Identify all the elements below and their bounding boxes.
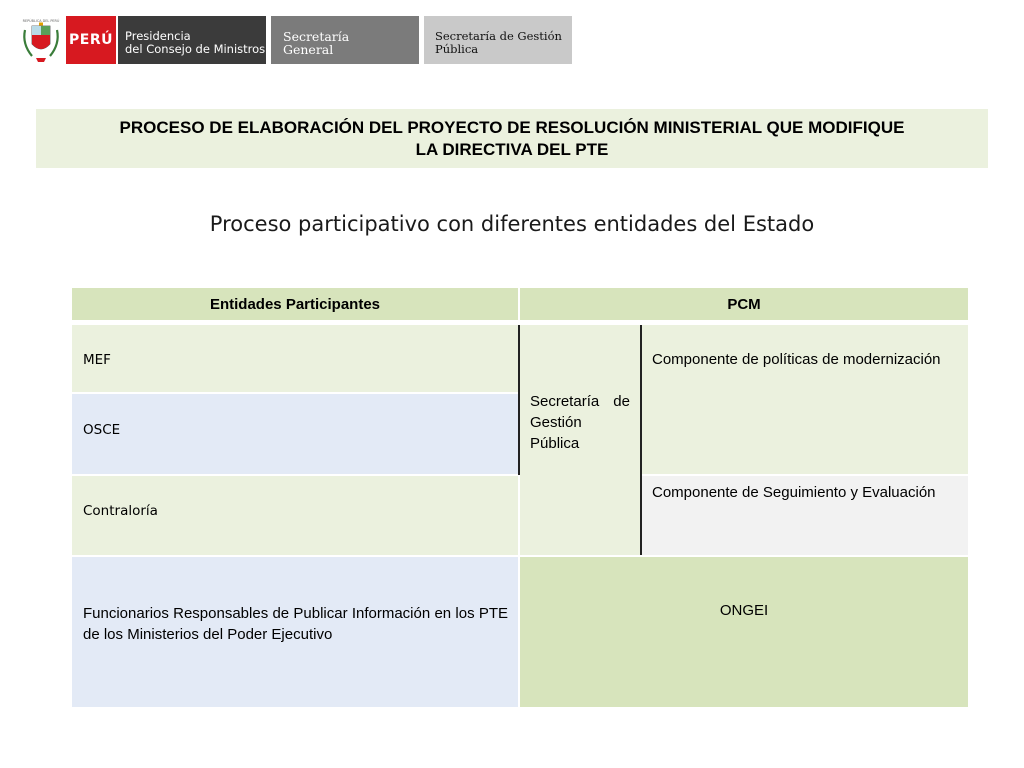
presidencia-line2: del Consejo de Ministros	[125, 42, 266, 56]
component-policies: Componente de políticas de modernización	[652, 351, 941, 368]
presidencia-line1: Presidencia	[125, 29, 191, 43]
presidencia-logo-box	[118, 16, 266, 64]
ongei-label: ONGEI	[719, 602, 769, 619]
table-row-osce	[72, 394, 518, 474]
entity-contraloria: Contraloría	[83, 503, 158, 519]
peru-logo-box	[66, 16, 116, 64]
secretaria-general-line2: General	[283, 42, 334, 57]
secretaria-general-logo-box	[271, 16, 419, 64]
table-divider-right	[640, 325, 642, 555]
entity-mef: MEF	[83, 352, 111, 368]
title-line1: PROCESO DE ELABORACIÓN DEL PROYECTO DE RESOLUCIÓN MINISTERIAL QUE MODIFIQUE	[119, 117, 905, 137]
component-monitoring: Componente de Seguimiento y Evaluación	[652, 484, 936, 501]
sgp-line2: Pública	[435, 42, 479, 56]
table-row-funcionarios	[72, 557, 518, 707]
entity-osce: OSCE	[83, 422, 121, 438]
page-subtitle: Proceso participativo con diferentes entidades del Estado	[209, 212, 815, 236]
table-divider-left	[518, 325, 520, 475]
secretaria-general-line1: Secretaría	[283, 29, 350, 44]
page-title	[36, 109, 988, 168]
sgp-line1: Secretaría de Gestión	[435, 29, 562, 43]
peru-coat-of-arms-icon	[20, 16, 62, 64]
component-policies-cell	[642, 325, 968, 474]
crest-text: REPÚBLICA DEL PERÚ	[22, 19, 60, 23]
pcm-unit-cell	[520, 325, 640, 555]
peru-label: PERÚ	[69, 32, 113, 48]
sgp-logo-box	[424, 16, 572, 64]
table-header-entities: Entidades Participantes	[72, 288, 518, 320]
pcm-unit-sgp: Secretaría de Gestión Pública	[530, 393, 630, 452]
table-header-pcm: PCM	[520, 288, 968, 320]
title-line2: LA DIRECTIVA DEL PTE	[415, 139, 609, 159]
entity-funcionarios: Funcionarios Responsables de Publicar Información en los PTE de los Ministerios del Poder Ejecutivo	[83, 605, 508, 643]
table-row-contraloria	[72, 476, 518, 555]
component-monitoring-cell	[642, 476, 968, 555]
table-row-mef	[72, 325, 518, 392]
ongei-cell	[520, 557, 968, 707]
